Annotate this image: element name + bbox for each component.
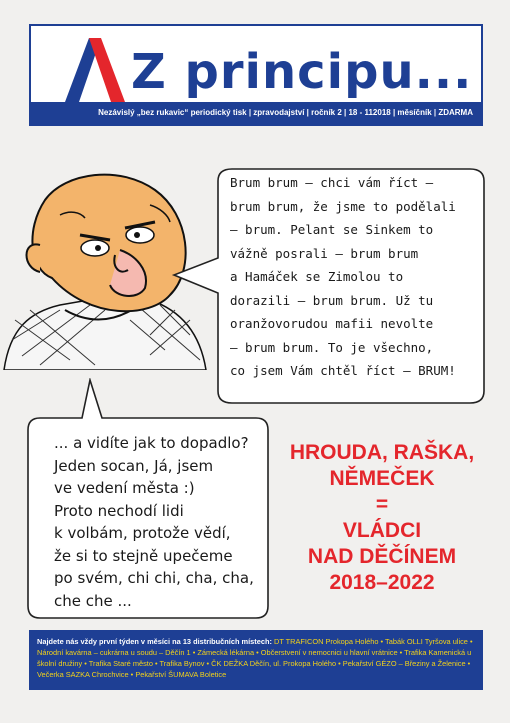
- speech-bubble-top: [200, 163, 490, 408]
- bubble-top-line: dorazili – brum brum. Už tu: [230, 292, 434, 308]
- bubble-top-line: vážně posrali – brum brum: [230, 245, 419, 261]
- bubble-bottom-line: že si to stejně upečeme: [54, 546, 233, 565]
- headline-line: HROUDA, RAŠKA,: [289, 441, 475, 464]
- footer-separator: •: [190, 648, 196, 657]
- footer-separator: •: [336, 659, 341, 668]
- footer-intro: Najdete nás vždy první týden v měsíci na 13 distribučních místech:: [37, 637, 272, 646]
- bubble-top-line: co jsem Vám chtěl říct – BRUM!: [230, 363, 456, 378]
- bubble-bottom-line: ... a vidíte jak to dopadlo?: [54, 434, 249, 452]
- footer-separator: •: [204, 659, 210, 668]
- bubble-top-line: – brum. Pelant se Sinkem to: [230, 222, 434, 237]
- footer-place: Trafika Kamenická u školní družiny: [37, 648, 472, 668]
- footer-place: Pekařství GÉZO – Březiny a Želenice: [340, 659, 466, 668]
- bubble-bottom-line: po svém, chi chi, cha, cha,: [54, 569, 254, 587]
- bubble-bottom-line: che che ...: [54, 591, 132, 610]
- footer-separator: •: [378, 637, 384, 646]
- masthead-subline: Nezávislý „bez rukavic“ periodický tisk | zpravodajství | ročník 2 | 18 - 112018 | měsíčník | ZDARMA: [31, 102, 481, 124]
- headline: [282, 440, 482, 596]
- speech-bubble-bottom-text: [54, 432, 284, 612]
- headline-line: 2018–2022: [329, 571, 435, 594]
- footer-place: Večerka SAZKA Chrochvice: [37, 670, 129, 679]
- footer-place: Národní kavárna – cukrárna u soudu – Děčín 1: [37, 648, 191, 657]
- headline-line: NAD DĚČÍNEM: [307, 545, 457, 568]
- bubble-top-line: brum brum, že jsme to podělali: [230, 198, 456, 214]
- footer-place: Trafika Bynov: [157, 659, 205, 668]
- masthead: [29, 24, 483, 126]
- speech-bubble-bottom: [26, 418, 270, 620]
- footer-separator: •: [465, 659, 471, 668]
- bubble-bottom-line: Jeden socan, Já, jsem: [54, 456, 214, 475]
- footer-place: Občerstvení v nemocnici u hlavní vrátnice: [258, 648, 398, 657]
- footer-place: DT TRAFICON Prokopa Holého: [274, 637, 379, 646]
- footer-place: Zámecká lékárna: [195, 648, 255, 657]
- masthead-title: Z principu...: [131, 44, 473, 100]
- headline-line: =: [375, 493, 389, 516]
- bubble-top-line: a Hamáček se Zimolou to: [230, 269, 404, 284]
- distribution-footer: [29, 630, 483, 690]
- footer-separator: •: [467, 637, 473, 646]
- footer-separator: •: [152, 659, 158, 668]
- footer-place: Pekařství ŠUMAVA Boletice: [133, 670, 227, 679]
- bubble-bottom-line: Proto nechodí lidi: [54, 501, 184, 520]
- bubble-bottom-line: ve vedení města :): [54, 479, 195, 497]
- footer-separator: •: [254, 648, 259, 657]
- footer-place: ČK DEŽKA Děčín, ul. Prokopa Holého: [209, 659, 337, 668]
- headline-line: NĚMEČEK: [329, 467, 435, 490]
- bubble-bottom-line: k volbám, protože vědí,: [54, 524, 231, 542]
- bubble-top-line: – brum brum. To je všechno,: [230, 339, 434, 355]
- footer-separator: •: [128, 670, 134, 679]
- headline-line: VLÁDCI: [342, 519, 422, 542]
- bubble-top-line: Brum brum – chci vám říct –: [230, 175, 434, 190]
- footer-place: Trafika Staré město: [86, 659, 153, 668]
- footer-separator: •: [397, 648, 403, 657]
- footer-separator: •: [82, 659, 87, 668]
- speech-bubble-top-text: [230, 171, 488, 383]
- bubble-top-line: oranžovorudou mafii nevolte: [230, 316, 434, 331]
- footer-place: Tabák OLLI Tyršova ulice: [383, 637, 468, 646]
- logo-a-icon: [65, 38, 125, 102]
